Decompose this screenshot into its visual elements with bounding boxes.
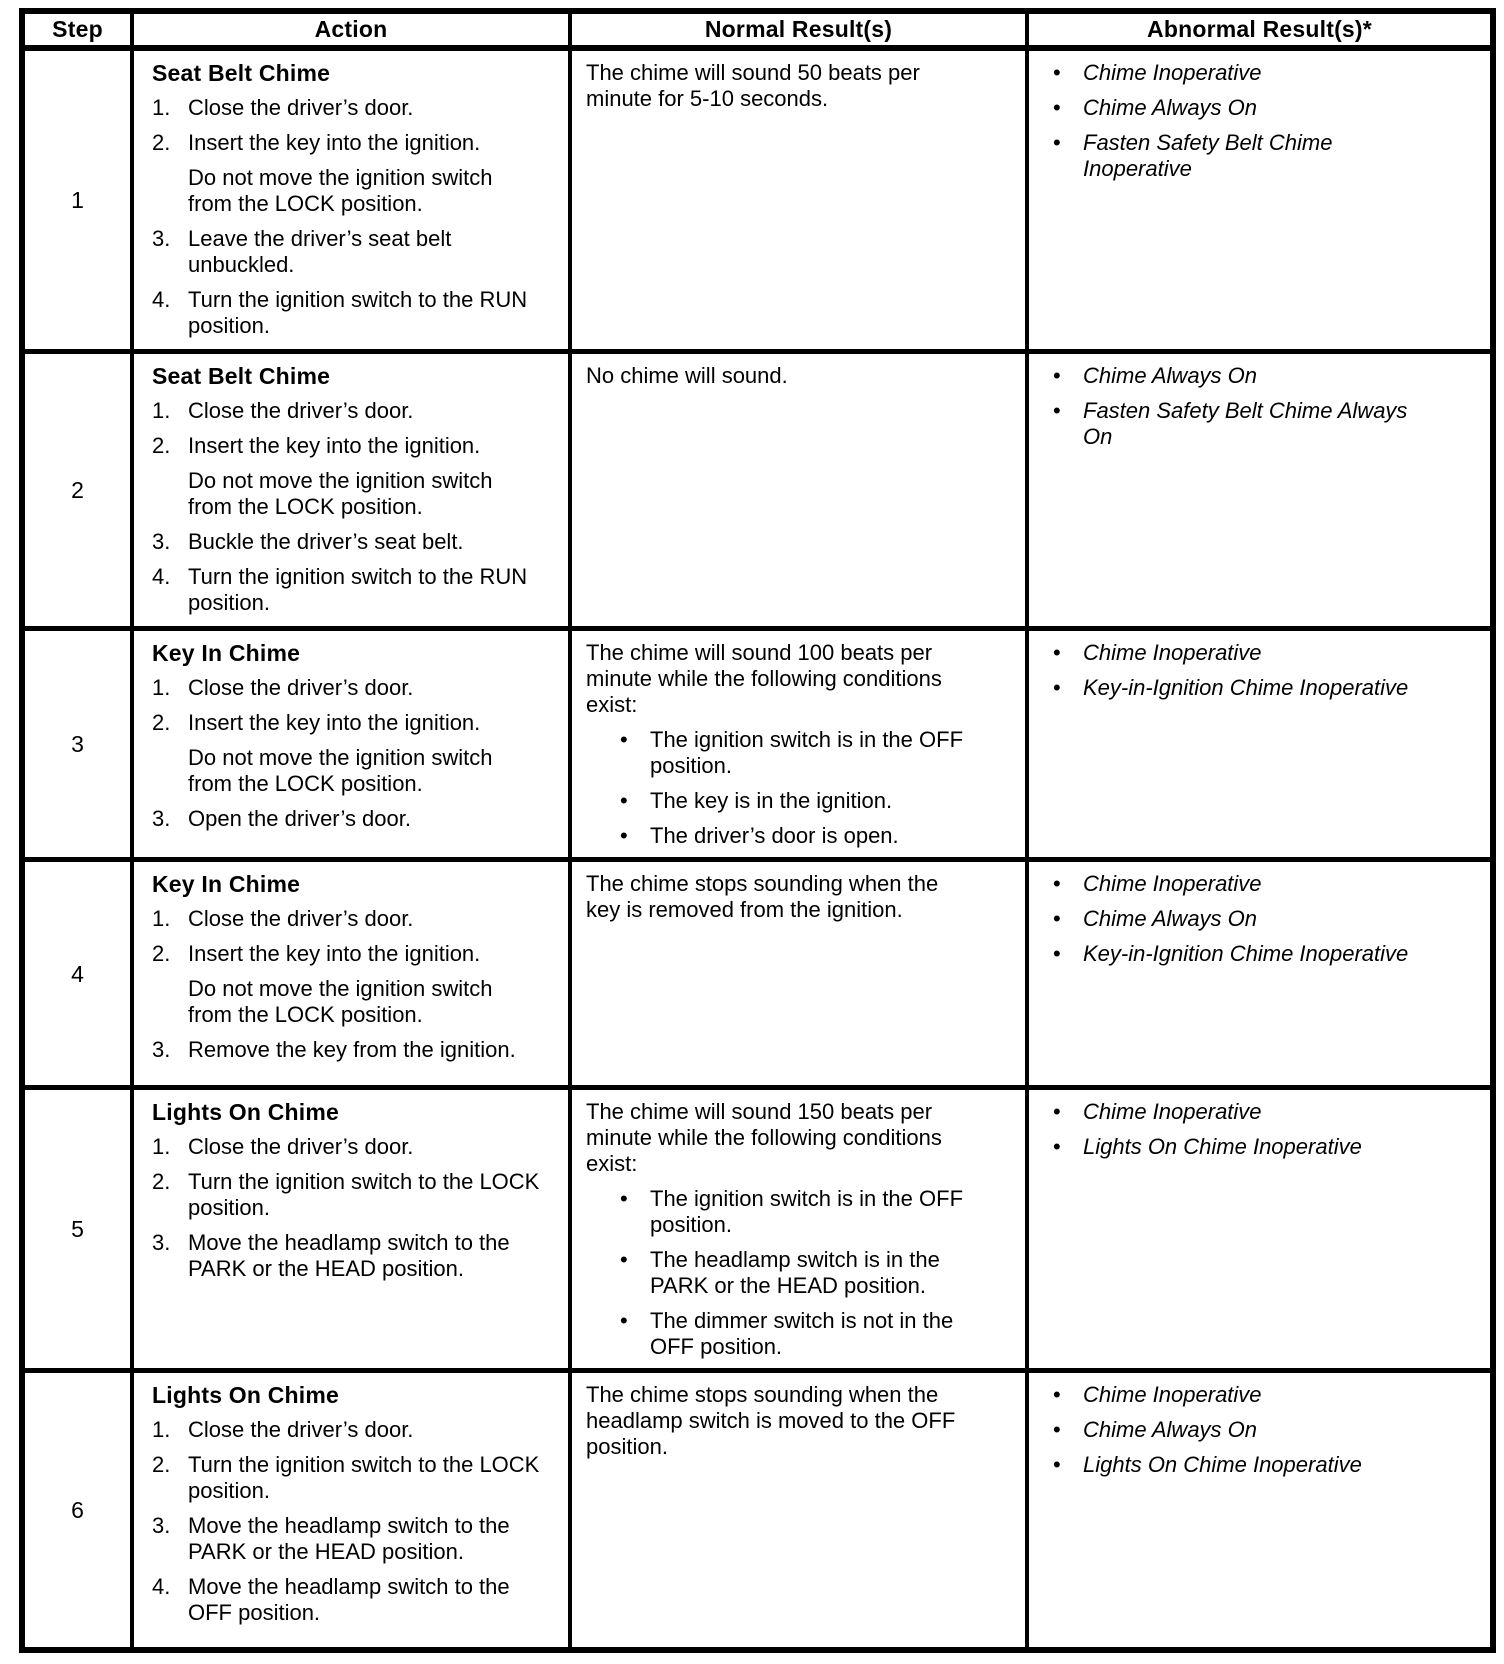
action-step <box>152 287 542 339</box>
bullet-icon: • <box>1053 1417 1061 1442</box>
step-cell <box>22 629 132 860</box>
bullet-icon: • <box>1053 941 1061 966</box>
column-header-step: Step <box>22 11 132 48</box>
action-step-body <box>188 287 542 339</box>
action-step <box>152 398 542 424</box>
normal-condition-text: The driver’s door is open. <box>650 823 899 848</box>
action-step-text: Remove the key from the ignition. <box>188 1037 516 1062</box>
abnormal-result-text: Fasten Safety Belt Chime Always On <box>1083 398 1408 449</box>
normal-condition <box>620 788 977 814</box>
normal-condition <box>620 1247 977 1299</box>
action-step-number: 2. <box>152 433 171 458</box>
abnormal-result-text: Chime Inoperative <box>1083 1099 1262 1124</box>
normal-condition <box>620 823 977 849</box>
action-step-text: Insert the key into the ignition. <box>188 710 481 735</box>
action-step <box>152 941 542 1028</box>
abnormal-result-text: Chime Inoperative <box>1083 871 1262 896</box>
action-cell <box>132 1371 570 1650</box>
action-step-text: Close the driver’s door. <box>188 1417 414 1442</box>
action-title: Lights On Chime <box>152 1382 339 1408</box>
step-cell <box>22 860 132 1088</box>
action-step-number: 1. <box>152 906 171 931</box>
normal-conditions <box>586 1186 977 1360</box>
abnormal-result <box>1053 363 1438 389</box>
normal-condition-text: The ignition switch is in the OFF position. <box>650 727 964 778</box>
abnormal-result <box>1053 1452 1438 1478</box>
action-title: Lights On Chime <box>152 1099 339 1125</box>
action-step-number: 3. <box>152 529 171 554</box>
abnormal-result <box>1053 906 1438 932</box>
action-step <box>152 433 542 520</box>
action-step-number: 2. <box>152 1169 171 1194</box>
action-step-body <box>188 710 542 797</box>
action-cell <box>132 629 570 860</box>
action-step-text: Turn the ignition switch to the RUN position. <box>188 564 528 615</box>
action-step-text: Turn the ignition switch to the LOCK position. <box>188 1452 540 1503</box>
action-step <box>152 130 542 217</box>
step-number: 5 <box>71 1216 84 1242</box>
abnormal-results <box>1053 1099 1438 1160</box>
action-step-number: 4. <box>152 287 171 312</box>
chime-diagnosis-table <box>19 8 1496 1653</box>
action-step-text: Close the driver’s door. <box>188 95 414 120</box>
action-step-number: 2. <box>152 1452 171 1477</box>
action-step-note: Do not move the ignition switch from the LOCK position. <box>188 165 493 216</box>
table-row <box>22 1371 1493 1650</box>
abnormal-result-text: Key-in-Ignition Chime Inoperative <box>1083 941 1409 966</box>
abnormal-result-cell <box>1027 352 1493 629</box>
action-steps <box>152 1417 542 1626</box>
action-step-text: Insert the key into the ignition. <box>188 433 481 458</box>
table-row <box>22 860 1493 1088</box>
action-step-text: Turn the ignition switch to the LOCK position. <box>188 1169 540 1220</box>
header-row <box>22 11 1493 48</box>
bullet-icon: • <box>1053 675 1061 700</box>
abnormal-result-cell <box>1027 860 1493 1088</box>
bullet-icon: • <box>1053 363 1061 388</box>
abnormal-result-text: Chime Inoperative <box>1083 1382 1262 1407</box>
action-step-body <box>188 1230 542 1282</box>
normal-result-cell <box>570 1088 1027 1371</box>
bullet-icon: • <box>1053 398 1061 423</box>
action-step-number: 1. <box>152 398 171 423</box>
bullet-icon: • <box>1053 60 1061 85</box>
action-steps <box>152 906 542 1063</box>
action-step-body <box>188 564 542 616</box>
abnormal-result <box>1053 941 1438 967</box>
normal-result-cell <box>570 629 1027 860</box>
bullet-icon: • <box>1053 130 1061 155</box>
action-steps <box>152 675 542 832</box>
normal-result-cell <box>570 1371 1027 1650</box>
action-step-body <box>188 675 542 701</box>
action-step-text: Insert the key into the ignition. <box>188 130 481 155</box>
action-step-body <box>188 1169 542 1221</box>
abnormal-result-cell <box>1027 1088 1493 1371</box>
action-step <box>152 1452 542 1504</box>
step-number: 1 <box>71 187 84 213</box>
abnormal-result-text: Chime Always On <box>1083 95 1258 120</box>
action-step <box>152 675 542 701</box>
action-title: Key In Chime <box>152 871 301 897</box>
normal-condition <box>620 727 977 779</box>
action-step <box>152 1574 542 1626</box>
normal-condition-text: The key is in the ignition. <box>650 788 893 813</box>
table-row <box>22 629 1493 860</box>
action-step-body <box>188 529 542 555</box>
normal-condition-text: The ignition switch is in the OFF position. <box>650 1186 964 1237</box>
action-step-body <box>188 941 542 1028</box>
step-cell <box>22 1371 132 1650</box>
bullet-icon: • <box>620 788 628 813</box>
normal-condition <box>620 1186 977 1238</box>
bullet-icon: • <box>620 1308 628 1333</box>
abnormal-result-text: Chime Always On <box>1083 1417 1258 1442</box>
abnormal-result-cell <box>1027 629 1493 860</box>
step-number: 2 <box>71 477 84 503</box>
action-step <box>152 906 542 932</box>
action-step-number: 1. <box>152 95 171 120</box>
action-title: Seat Belt Chime <box>152 363 331 389</box>
abnormal-result-text: Fasten Safety Belt Chime Inoperative <box>1083 130 1333 181</box>
action-step-text: Move the headlamp switch to the PARK or the HEAD position. <box>188 1513 510 1564</box>
normal-condition <box>620 1308 977 1360</box>
action-step-number: 3. <box>152 1513 171 1538</box>
action-step-text: Close the driver’s door. <box>188 675 414 700</box>
action-step-number: 1. <box>152 1134 171 1159</box>
abnormal-result-text: Lights On Chime Inoperative <box>1083 1134 1362 1159</box>
abnormal-result-text: Lights On Chime Inoperative <box>1083 1452 1362 1477</box>
action-step <box>152 1037 542 1063</box>
action-step <box>152 806 542 832</box>
normal-result-text: The chime will sound 150 beats per minute while the following conditions exist: <box>586 1099 942 1176</box>
table-row <box>22 352 1493 629</box>
action-step-body <box>188 1037 542 1063</box>
action-step-body <box>188 1134 542 1160</box>
action-steps <box>152 1134 542 1282</box>
step-number: 6 <box>71 1496 84 1523</box>
table-row <box>22 1088 1493 1371</box>
action-step-note: Do not move the ignition switch from the LOCK position. <box>188 976 493 1027</box>
table-row <box>22 48 1493 352</box>
action-step-body <box>188 398 542 424</box>
action-steps <box>152 398 542 616</box>
step-cell <box>22 48 132 352</box>
action-steps <box>152 95 542 339</box>
action-step-text: Open the driver’s door. <box>188 806 411 831</box>
action-title: Seat Belt Chime <box>152 60 331 86</box>
bullet-icon: • <box>1053 1382 1061 1407</box>
action-step-body <box>188 806 542 832</box>
action-step <box>152 564 542 616</box>
abnormal-results <box>1053 1382 1438 1478</box>
column-header-normal-results: Normal Result(s) <box>570 11 1027 48</box>
action-step-text: Turn the ignition switch to the RUN position. <box>188 287 528 338</box>
step-number: 4 <box>71 960 84 987</box>
action-step-note: Do not move the ignition switch from the LOCK position. <box>188 468 493 519</box>
abnormal-result-text: Chime Always On <box>1083 906 1258 931</box>
action-step-body <box>188 226 542 278</box>
action-step <box>152 529 542 555</box>
action-step-text: Leave the driver’s seat belt unbuckled. <box>188 226 452 277</box>
bullet-icon: • <box>1053 95 1061 120</box>
abnormal-result <box>1053 871 1438 897</box>
action-cell <box>132 48 570 352</box>
action-step <box>152 1169 542 1221</box>
action-step <box>152 95 542 121</box>
action-step-body <box>188 1452 542 1504</box>
abnormal-result-text: Key-in-Ignition Chime Inoperative <box>1083 675 1409 700</box>
action-step-body <box>188 1417 542 1443</box>
action-step-body <box>188 1513 542 1565</box>
action-cell <box>132 860 570 1088</box>
abnormal-results <box>1053 871 1438 967</box>
normal-result-text: The chime will sound 50 beats per minute for 5-10 seconds. <box>586 60 920 111</box>
action-step-body <box>188 95 542 121</box>
normal-result-text: No chime will sound. <box>586 363 788 388</box>
action-step <box>152 1513 542 1565</box>
bullet-icon: • <box>1053 906 1061 931</box>
action-step-number: 3. <box>152 1037 171 1062</box>
action-step-text: Buckle the driver’s seat belt. <box>188 529 464 554</box>
bullet-icon: • <box>1053 1452 1061 1477</box>
abnormal-result-cell <box>1027 1371 1493 1650</box>
action-step-body <box>188 906 542 932</box>
action-step-number: 1. <box>152 1417 171 1442</box>
abnormal-result-text: Chime Inoperative <box>1083 640 1262 665</box>
action-step-text: Insert the key into the ignition. <box>188 941 481 966</box>
action-step-body <box>188 1574 542 1626</box>
abnormal-result <box>1053 398 1438 450</box>
bullet-icon: • <box>620 727 628 752</box>
action-step <box>152 1230 542 1282</box>
bullet-icon: • <box>1053 640 1061 665</box>
abnormal-result-cell <box>1027 48 1493 352</box>
action-step-body <box>188 130 542 217</box>
action-step-number: 1. <box>152 675 171 700</box>
abnormal-result <box>1053 1134 1438 1160</box>
normal-result-text: The chime stops sounding when the headlamp switch is moved to the OFF position. <box>586 1382 956 1459</box>
normal-result-cell <box>570 48 1027 352</box>
abnormal-result <box>1053 675 1438 701</box>
abnormal-result <box>1053 60 1438 86</box>
action-step-text: Move the headlamp switch to the PARK or the HEAD position. <box>188 1230 510 1281</box>
bullet-icon: • <box>1053 871 1061 896</box>
action-step-text: Close the driver’s door. <box>188 1134 414 1159</box>
abnormal-results <box>1053 363 1438 450</box>
action-cell <box>132 1088 570 1371</box>
action-step-number: 2. <box>152 941 171 966</box>
abnormal-result-text: Chime Always On <box>1083 363 1258 388</box>
column-header-abnormal-results: Abnormal Result(s)* <box>1027 11 1493 48</box>
abnormal-result <box>1053 1382 1438 1408</box>
bullet-icon: • <box>620 1186 628 1211</box>
action-step-text: Close the driver’s door. <box>188 906 414 931</box>
action-step-number: 2. <box>152 130 171 155</box>
action-step-number: 4. <box>152 1574 171 1599</box>
table-header <box>22 11 1493 48</box>
abnormal-result <box>1053 640 1438 666</box>
action-step-note: Do not move the ignition switch from the LOCK position. <box>188 745 493 796</box>
abnormal-result <box>1053 1417 1438 1443</box>
action-step-text: Close the driver’s door. <box>188 398 414 423</box>
step-cell <box>22 1088 132 1371</box>
normal-result-text: The chime will sound 100 beats per minute while the following conditions exist: <box>586 640 942 717</box>
action-step-number: 3. <box>152 226 171 251</box>
normal-result-cell <box>570 352 1027 629</box>
abnormal-result-text: Chime Inoperative <box>1083 60 1262 85</box>
step-number: 3 <box>71 731 84 757</box>
action-step <box>152 1134 542 1160</box>
step-cell <box>22 352 132 629</box>
bullet-icon: • <box>1053 1099 1061 1124</box>
abnormal-results <box>1053 60 1438 182</box>
action-step-number: 4. <box>152 564 171 589</box>
normal-condition-text: The headlamp switch is in the PARK or the HEAD position. <box>650 1247 940 1298</box>
column-header-action: Action <box>132 11 570 48</box>
normal-result-text: The chime stops sounding when the key is removed from the ignition. <box>586 871 939 922</box>
abnormal-result <box>1053 130 1438 182</box>
action-step <box>152 710 542 797</box>
action-cell <box>132 352 570 629</box>
normal-result-cell <box>570 860 1027 1088</box>
action-step-number: 3. <box>152 1230 171 1255</box>
abnormal-results <box>1053 640 1438 701</box>
abnormal-result <box>1053 95 1438 121</box>
table-body <box>22 48 1493 1650</box>
normal-conditions <box>586 727 977 849</box>
action-step <box>152 226 542 278</box>
action-step-text: Move the headlamp switch to the OFF position. <box>188 1574 510 1625</box>
action-title: Key In Chime <box>152 640 301 666</box>
action-step-body <box>188 433 542 520</box>
bullet-icon: • <box>620 823 628 848</box>
abnormal-result <box>1053 1099 1438 1125</box>
action-step-number: 3. <box>152 806 171 831</box>
bullet-icon: • <box>620 1247 628 1272</box>
action-step <box>152 1417 542 1443</box>
action-step-number: 2. <box>152 710 171 735</box>
bullet-icon: • <box>1053 1134 1061 1159</box>
normal-condition-text: The dimmer switch is not in the OFF position. <box>650 1308 954 1359</box>
